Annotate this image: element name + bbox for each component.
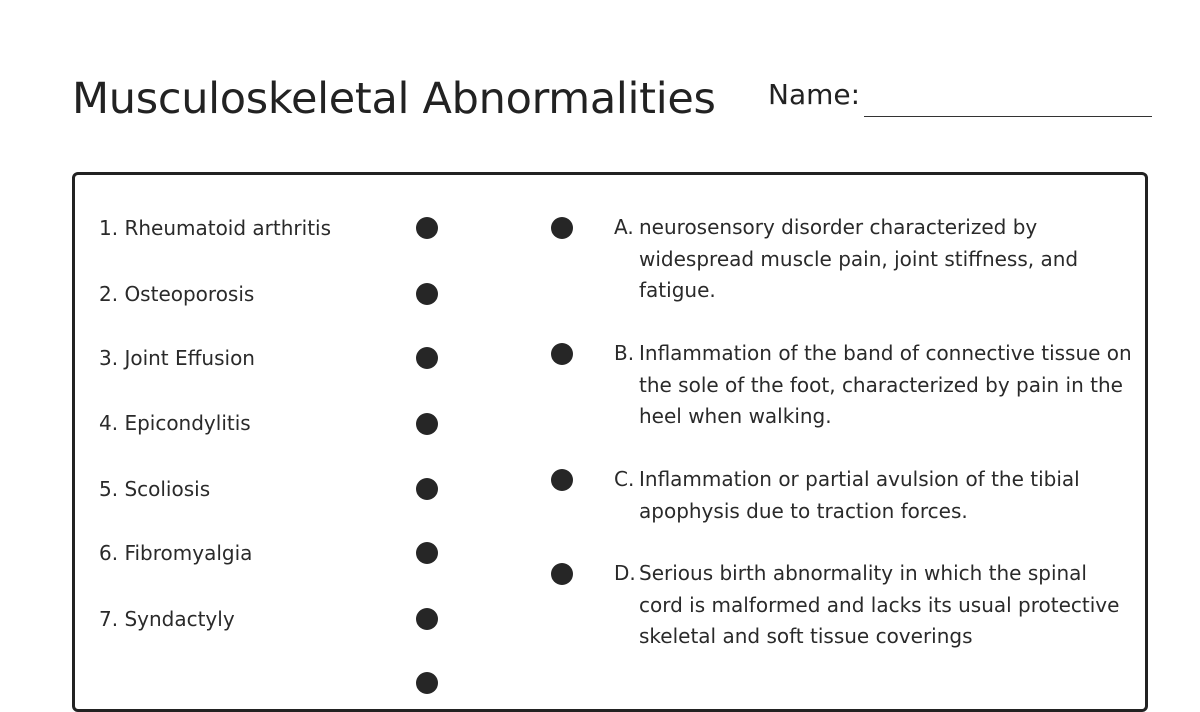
definition-a-text: neurosensory disorder characterized by widespread muscle pain, joint stiffness, and fatigue. (639, 215, 1079, 302)
definition-a-dot[interactable] (551, 217, 573, 239)
term-7: 7. Syndactyly (99, 607, 235, 631)
definition-d-dot[interactable] (551, 563, 573, 585)
definition-c (614, 464, 1134, 527)
term-2-dot[interactable] (416, 283, 438, 305)
definition-b-letter: B. (614, 341, 635, 365)
term-4-dot[interactable] (416, 413, 438, 435)
definition-a-letter: A. (614, 215, 634, 239)
term-6-dot[interactable] (416, 542, 438, 564)
term-5-dot[interactable] (416, 478, 438, 500)
definition-b-dot[interactable] (551, 343, 573, 365)
name-write-line[interactable] (864, 116, 1152, 117)
term-2: 2. Osteoporosis (99, 282, 255, 306)
term-6: 6. Fibromyalgia (99, 541, 253, 565)
term-8-dot[interactable] (416, 672, 438, 694)
definition-c-text: Inflammation or partial avulsion of the tibial apophysis due to traction forces. (639, 467, 1080, 523)
name-label: Name: (768, 78, 861, 111)
term-4: 4. Epicondylitis (99, 411, 251, 435)
definition-b (614, 338, 1134, 433)
definition-d-text: Serious birth abnormality in which the spinal cord is malformed and lacks its usual protective skeletal and soft tissue coverings (639, 561, 1120, 648)
definition-a (614, 212, 1134, 307)
term-5: 5. Scoliosis (99, 477, 211, 501)
name-field (768, 78, 1152, 118)
definition-b-text: Inflammation of the band of connective tissue on the sole of the foot, characterized by pain in the heel when walking. (639, 341, 1132, 428)
term-1: 1. Rheumatoid arthritis (99, 216, 332, 240)
term-1-dot[interactable] (416, 217, 438, 239)
term-3: 3. Joint Effusion (99, 346, 255, 370)
definition-c-letter: C. (614, 467, 635, 491)
definition-d (614, 558, 1134, 653)
term-3-dot[interactable] (416, 347, 438, 369)
term-7-dot[interactable] (416, 608, 438, 630)
definition-c-dot[interactable] (551, 469, 573, 491)
definition-d-letter: D. (614, 561, 636, 585)
worksheet-title: Musculoskeletal Abnormalities (72, 74, 716, 124)
